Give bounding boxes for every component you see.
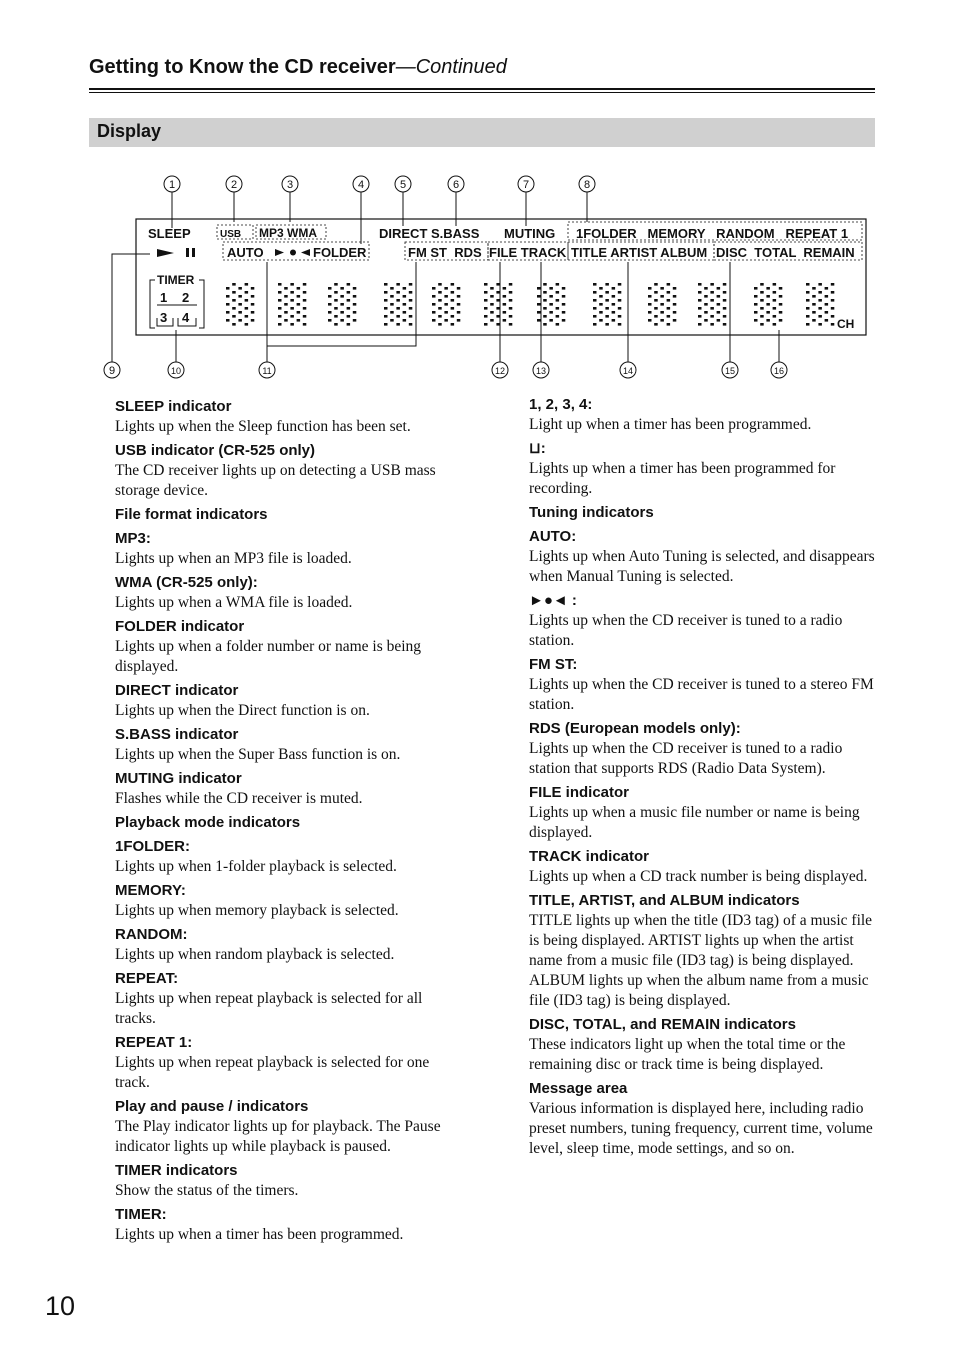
entry-heading: 1, 2, 3, 4: — [529, 396, 593, 413]
entry-heading: ►●◄ : — [529, 592, 577, 609]
callout-8: 8 — [583, 179, 591, 191]
entry-body: Lights up when a timer has been programmed for recording. — [529, 460, 836, 497]
display-disc-total-remain: DISC TOTAL REMAIN — [716, 245, 855, 260]
callout-7: 7 — [522, 179, 530, 191]
callout-11: 11 — [262, 366, 272, 376]
entry-body: Show the status of the timers. — [115, 1182, 299, 1199]
entry-body: Lights up when repeat playback is selected for all tracks. — [115, 990, 423, 1027]
matrix-char — [593, 283, 621, 326]
section-title: Display — [97, 121, 162, 141]
entry-body: Lights up when a WMA file is loaded. — [115, 594, 353, 611]
callout-4: 4 — [357, 179, 365, 191]
display-usb: USB — [220, 229, 242, 240]
matrix-char — [432, 283, 460, 326]
display-timer-1: 1 — [160, 290, 168, 305]
entry-body: Various information is displayed here, including radio preset numbers, tuning frequency, current time, volume level, sleep time, mode settings, and so on. — [529, 1100, 873, 1157]
entry-heading: FILE indicator — [529, 784, 630, 801]
entry-heading: S.BASS indicator — [115, 726, 239, 743]
page-header — [89, 56, 507, 79]
display-timer-3: 3 — [160, 310, 168, 325]
entry-body: Lights up when the Super Bass function is on. — [115, 746, 401, 763]
entry-heading: TIMER indicators — [115, 1162, 238, 1179]
matrix-char — [698, 283, 726, 326]
callout-1: 1 — [168, 179, 176, 191]
matrix-char — [806, 283, 834, 326]
entry-body: Lights up when repeat playback is selected for one track. — [115, 1054, 430, 1091]
entry-body: Lights up when an MP3 file is loaded. — [115, 550, 352, 567]
matrix-char — [648, 283, 676, 326]
matrix-char — [328, 283, 356, 326]
display-diagram — [0, 160, 954, 390]
callout-12: 12 — [494, 366, 506, 376]
callout-2: 2 — [230, 179, 238, 191]
entry-heading: 1FOLDER: — [115, 838, 190, 855]
display-playback-modes: 1FOLDER MEMORY RANDOM REPEAT 1 — [576, 226, 849, 241]
callout-5: 5 — [399, 179, 407, 191]
timer-bracket — [150, 280, 204, 328]
entry-body: Lights up when memory playback is selected. — [115, 902, 399, 919]
display-timer: TIMER — [157, 273, 195, 287]
entry-body: The CD receiver lights up on detecting a USB mass storage device. — [115, 462, 436, 499]
entry-heading: TRACK indicator — [529, 848, 649, 865]
display-mp3wma: MP3 WMA — [259, 226, 317, 240]
entry-heading: MUTING indicator — [115, 770, 242, 787]
page-number: 10 — [45, 1291, 76, 1321]
entry-body: The Play indicator lights up for playback. The Pause indicator lights up while playback is paused. — [115, 1118, 441, 1155]
matrix-char — [754, 283, 782, 326]
display-muting: MUTING — [504, 226, 556, 241]
display-fmst-rds: FM ST RDS — [408, 245, 482, 260]
callout-6: 6 — [452, 179, 460, 191]
entry-heading: FM ST: — [529, 656, 578, 673]
entry-body: Light up when a timer has been programmed. — [529, 416, 812, 433]
tuning-icon — [275, 249, 310, 256]
entry-heading: AUTO: — [529, 528, 577, 545]
display-file-track: FILE TRACK — [489, 245, 567, 260]
entry-heading: Play and pause / indicators — [115, 1098, 309, 1115]
entry-heading: REPEAT 1: — [115, 1034, 193, 1051]
entry-body: Lights up when the CD receiver is tuned to a radio station that supports RDS (Radio Data System). — [529, 740, 843, 777]
entry-heading: ⊔: — [529, 440, 546, 457]
callout-14: 14 — [622, 366, 634, 376]
display-folder: FOLDER — [313, 245, 367, 260]
entry-heading: REPEAT: — [115, 970, 179, 987]
entry-heading: WMA (CR-525 only): — [115, 574, 258, 591]
entry-body: Lights up when the CD receiver is tuned to a stereo FM station. — [529, 676, 874, 713]
entry-body: Lights up when a CD track number is being displayed. — [529, 868, 868, 885]
right-column — [529, 391, 879, 1159]
entry-heading: SLEEP indicator — [115, 398, 232, 415]
matrix-char — [278, 283, 306, 326]
entry-body: Lights up when a music file number or name is being displayed. — [529, 804, 860, 841]
entry-body: Lights up when a folder number or name is being displayed. — [115, 638, 422, 675]
callout-16: 16 — [773, 366, 785, 376]
entry-heading: TITLE, ARTIST, and ALBUM indicators — [529, 892, 800, 909]
entry-heading: DIRECT indicator — [115, 682, 239, 699]
message-area — [226, 283, 834, 326]
callout-10: 10 — [170, 366, 182, 376]
entry-body: Lights up when random playback is selected. — [115, 946, 395, 963]
display-ch: CH — [837, 317, 855, 331]
entry-body: These indicators light up when the total time or the remaining disc or track time is being displayed. — [529, 1036, 846, 1073]
left-column — [115, 393, 465, 1245]
entry-body: Flashes while the CD receiver is muted. — [115, 790, 363, 807]
entry-heading: TIMER: — [115, 1206, 167, 1223]
callout-3: 3 — [286, 179, 294, 191]
entry-body: Lights up when the CD receiver is tuned to a radio station. — [529, 612, 843, 649]
entry-heading: Tuning indicators — [529, 504, 654, 521]
entry-body: Lights up when the Direct function is on. — [115, 702, 370, 719]
entry-heading: Message area — [529, 1080, 628, 1097]
callout-13: 13 — [535, 366, 547, 376]
entry-heading: FOLDER indicator — [115, 618, 245, 635]
entry-heading: RDS (European models only): — [529, 720, 741, 737]
header-continued: —Continued — [395, 56, 507, 78]
entry-body: Lights up when Auto Tuning is selected, and disappears when Manual Tuning is selected. — [529, 548, 875, 585]
entry-body: Lights up when the Sleep function has been set. — [115, 418, 411, 435]
callout-15: 15 — [724, 366, 736, 376]
header-title: Getting to Know the CD receiver — [89, 56, 396, 78]
display-sleep: SLEEP — [148, 226, 191, 241]
entry-heading: MP3: — [115, 530, 151, 547]
entry-body: Lights up when a timer has been programmed. — [115, 1226, 404, 1243]
entry-body: Lights up when 1-folder playback is selected. — [115, 858, 397, 875]
entry-heading: USB indicator (CR-525 only) — [115, 442, 316, 459]
matrix-char — [226, 283, 254, 326]
display-auto: AUTO — [227, 245, 264, 260]
entry-heading: DISC, TOTAL, and REMAIN indicators — [529, 1016, 796, 1033]
display-title-artist-album: TITLE ARTIST ALBUM — [571, 245, 708, 260]
entry-heading: File format indicators — [115, 506, 268, 523]
display-timer-4: 4 — [182, 310, 190, 325]
matrix-char — [384, 283, 412, 326]
entry-heading: RANDOM: — [115, 926, 188, 943]
section-bar — [89, 118, 875, 147]
play-pause-icon — [157, 248, 195, 257]
header-rule — [89, 88, 875, 93]
entry-heading: Playback mode indicators — [115, 814, 301, 831]
display-direct-sbass: DIRECT S.BASS — [379, 226, 480, 241]
entry-heading: MEMORY: — [115, 882, 186, 899]
entry-body: TITLE lights up when the title (ID3 tag) of a music file is being displayed. ARTIST lights up when the artist name from a music file (ID3 tag) is being displayed. ALBUM lights up when the album name from a music file (ID3 tag) is being displayed. — [529, 912, 873, 1009]
display-timer-2: 2 — [182, 290, 190, 305]
matrix-char — [484, 283, 512, 326]
callout-9: 9 — [108, 365, 116, 377]
